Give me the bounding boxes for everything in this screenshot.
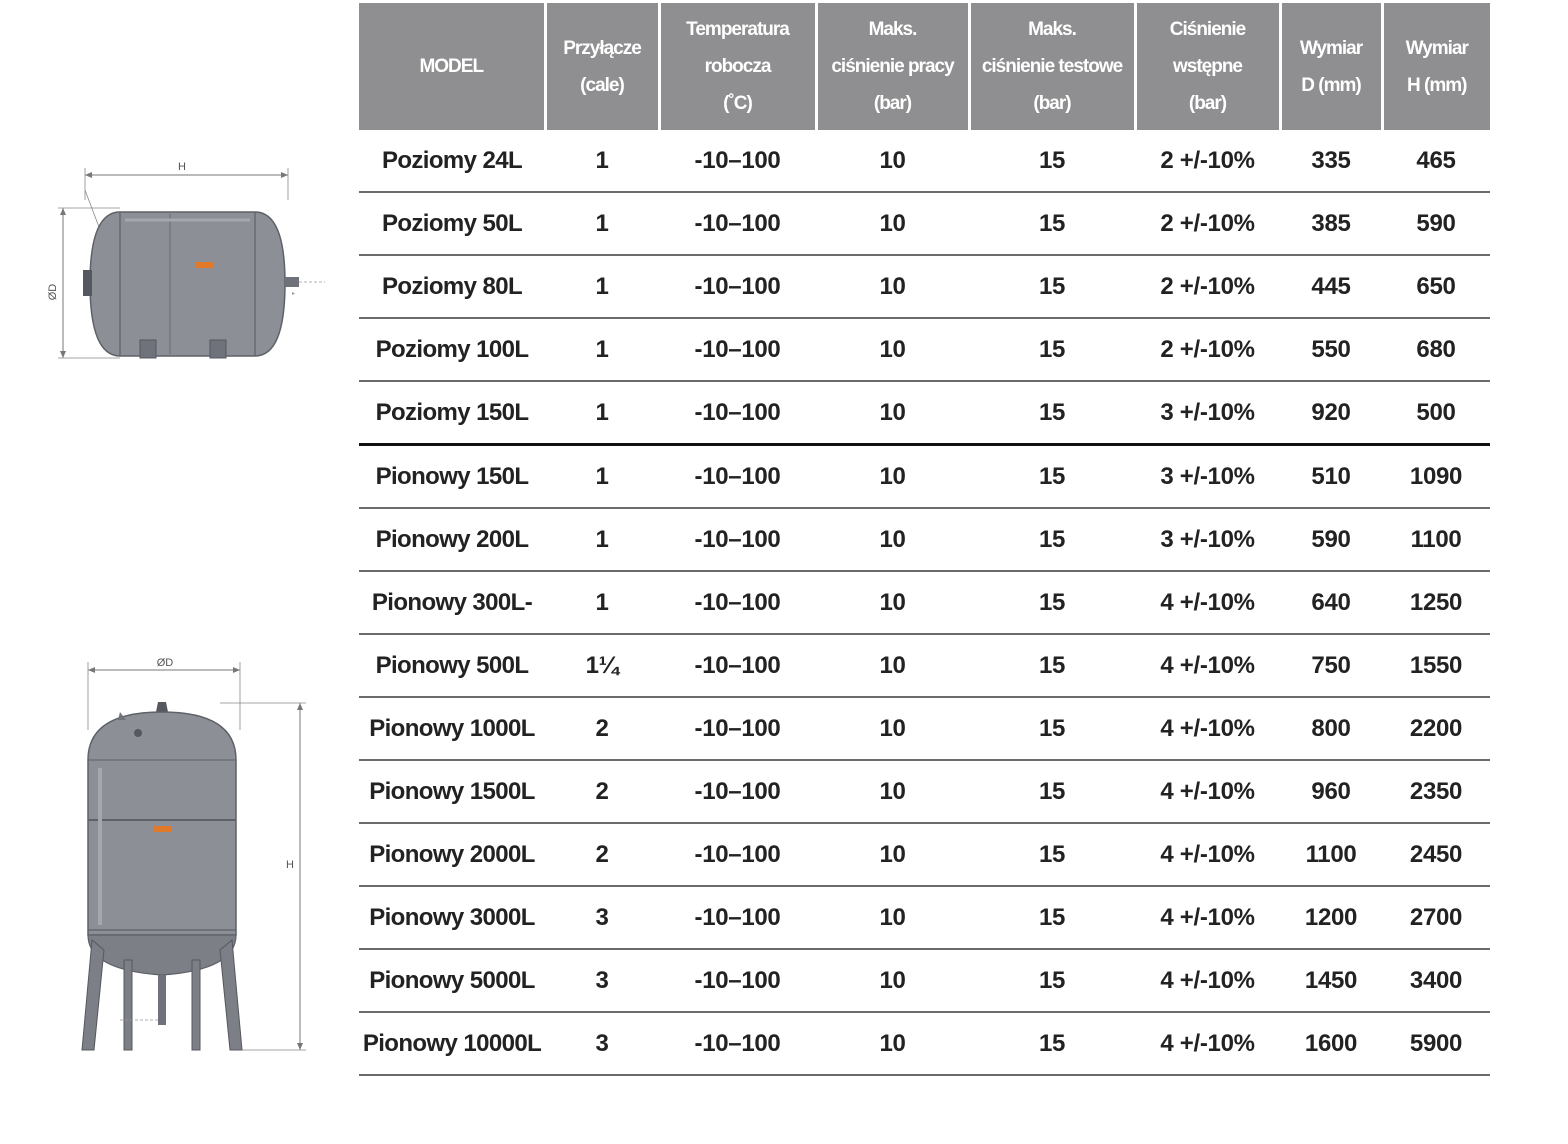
cell-pre-pressure: 2 +/-10% xyxy=(1135,318,1280,381)
table-row xyxy=(359,1012,1490,1075)
header-dim-d: Wymiar D (mm) xyxy=(1280,3,1382,130)
cell-max-working-pressure: 10 xyxy=(816,949,969,1012)
cell-model: Poziomy 100L xyxy=(359,318,545,381)
cell-model: Pionowy 1000L xyxy=(359,697,545,760)
header-max-working-pressure: Maks. ciśnienie pracy (bar) xyxy=(816,3,969,130)
diameter-dimension-label-vertical: ØD xyxy=(156,657,174,669)
cell-dim-d: 510 xyxy=(1280,445,1382,509)
cell-temperature: -10–100 xyxy=(659,508,816,571)
cell-dim-d: 1450 xyxy=(1280,949,1382,1012)
cell-temperature: -10–100 xyxy=(659,255,816,318)
cell-pre-pressure: 4 +/-10% xyxy=(1135,886,1280,949)
cell-max-test-pressure: 15 xyxy=(969,1012,1135,1075)
cell-temperature: -10–100 xyxy=(659,697,816,760)
cell-connection: 3 xyxy=(545,1012,659,1075)
cell-max-test-pressure: 15 xyxy=(969,886,1135,949)
cell-max-working-pressure: 10 xyxy=(816,1012,969,1075)
cell-model: Poziomy 150L xyxy=(359,381,545,445)
table-row xyxy=(359,697,1490,760)
cell-dim-d: 335 xyxy=(1280,130,1382,192)
cell-max-working-pressure: 10 xyxy=(816,192,969,255)
cell-temperature: -10–100 xyxy=(659,634,816,697)
cell-connection: 3 xyxy=(545,949,659,1012)
cell-dim-d: 1600 xyxy=(1280,1012,1382,1075)
cell-connection: 1¼ xyxy=(545,634,659,697)
cell-temperature: -10–100 xyxy=(659,445,816,509)
cell-connection: 1 xyxy=(545,571,659,634)
cell-max-test-pressure: 15 xyxy=(969,318,1135,381)
cell-pre-pressure: 4 +/-10% xyxy=(1135,949,1280,1012)
cell-max-test-pressure: 15 xyxy=(969,760,1135,823)
cell-model: Pionowy 10000L xyxy=(359,1012,545,1075)
cell-max-working-pressure: 10 xyxy=(816,318,969,381)
cell-temperature: -10–100 xyxy=(659,571,816,634)
cell-dim-h: 590 xyxy=(1382,192,1490,255)
cell-max-test-pressure: 15 xyxy=(969,508,1135,571)
table-row xyxy=(359,508,1490,571)
horizontal-tank-drawing xyxy=(30,150,340,380)
cell-dim-h: 1250 xyxy=(1382,571,1490,634)
cell-pre-pressure: 4 +/-10% xyxy=(1135,697,1280,760)
cell-max-test-pressure: 15 xyxy=(969,697,1135,760)
table-row xyxy=(359,445,1490,509)
table-row xyxy=(359,192,1490,255)
cell-temperature: -10–100 xyxy=(659,886,816,949)
header-max-test-pressure: Maks. ciśnienie testowe (bar) xyxy=(969,3,1135,130)
table-row xyxy=(359,949,1490,1012)
header-dim-h: Wymiar H (mm) xyxy=(1382,3,1490,130)
cell-dim-h: 465 xyxy=(1382,130,1490,192)
cell-dim-d: 550 xyxy=(1280,318,1382,381)
cell-connection: 2 xyxy=(545,697,659,760)
cell-dim-d: 590 xyxy=(1280,508,1382,571)
cell-pre-pressure: 2 +/-10% xyxy=(1135,192,1280,255)
cell-dim-h: 2450 xyxy=(1382,823,1490,886)
cell-temperature: -10–100 xyxy=(659,381,816,445)
cell-max-working-pressure: 10 xyxy=(816,634,969,697)
cell-dim-h: 1090 xyxy=(1382,445,1490,509)
cell-temperature: -10–100 xyxy=(659,192,816,255)
cell-max-test-pressure: 15 xyxy=(969,571,1135,634)
table-header xyxy=(359,3,1490,130)
cell-pre-pressure: 3 +/-10% xyxy=(1135,381,1280,445)
table-row xyxy=(359,130,1490,192)
vertical-tank-drawing xyxy=(60,640,330,1070)
width-dimension-label: H xyxy=(178,161,186,173)
cell-dim-h: 2700 xyxy=(1382,886,1490,949)
cell-temperature: -10–100 xyxy=(659,1012,816,1075)
cell-dim-h: 1100 xyxy=(1382,508,1490,571)
cell-model: Pionowy 3000L xyxy=(359,886,545,949)
header-temperature: Temperatura robocza (˚C) xyxy=(659,3,816,130)
cell-pre-pressure: 4 +/-10% xyxy=(1135,760,1280,823)
cell-max-test-pressure: 15 xyxy=(969,381,1135,445)
table-row xyxy=(359,823,1490,886)
cell-connection: 1 xyxy=(545,130,659,192)
cell-connection: 1 xyxy=(545,192,659,255)
cell-model: Pionowy 200L xyxy=(359,508,545,571)
cell-pre-pressure: 4 +/-10% xyxy=(1135,571,1280,634)
table-row xyxy=(359,634,1490,697)
cell-model: Pionowy 5000L xyxy=(359,949,545,1012)
cell-pre-pressure: 2 +/-10% xyxy=(1135,255,1280,318)
cell-temperature: -10–100 xyxy=(659,130,816,192)
cell-dim-h: 1550 xyxy=(1382,634,1490,697)
cell-dim-h: 2350 xyxy=(1382,760,1490,823)
cell-dim-h: 680 xyxy=(1382,318,1490,381)
cell-max-working-pressure: 10 xyxy=(816,760,969,823)
cell-max-working-pressure: 10 xyxy=(816,445,969,509)
cell-temperature: -10–100 xyxy=(659,823,816,886)
header-pre-pressure: Ciśnienie wstępne (bar) xyxy=(1135,3,1280,130)
cell-pre-pressure: 4 +/-10% xyxy=(1135,1012,1280,1075)
cell-temperature: -10–100 xyxy=(659,949,816,1012)
connection-mark: ▸ xyxy=(292,291,296,297)
cell-dim-d: 800 xyxy=(1280,697,1382,760)
height-dimension-label: H xyxy=(286,859,294,871)
cell-model: Poziomy 24L xyxy=(359,130,545,192)
table-row xyxy=(359,760,1490,823)
diameter-dimension-label: ØD xyxy=(47,283,59,301)
cell-dim-h: 3400 xyxy=(1382,949,1490,1012)
cell-max-test-pressure: 15 xyxy=(969,823,1135,886)
cell-model: Poziomy 80L xyxy=(359,255,545,318)
cell-dim-d: 445 xyxy=(1280,255,1382,318)
table-row xyxy=(359,571,1490,634)
cell-pre-pressure: 4 +/-10% xyxy=(1135,634,1280,697)
table-row xyxy=(359,255,1490,318)
cell-dim-d: 920 xyxy=(1280,381,1382,445)
cell-dim-d: 385 xyxy=(1280,192,1382,255)
header-connection: Przyłącze (cale) xyxy=(545,3,659,130)
cell-connection: 1 xyxy=(545,508,659,571)
cell-connection: 2 xyxy=(545,760,659,823)
cell-max-test-pressure: 15 xyxy=(969,255,1135,318)
cell-dim-d: 1200 xyxy=(1280,886,1382,949)
cell-model: Pionowy 300L- xyxy=(359,571,545,634)
cell-temperature: -10–100 xyxy=(659,760,816,823)
cell-max-working-pressure: 10 xyxy=(816,697,969,760)
cell-dim-h: 2200 xyxy=(1382,697,1490,760)
cell-max-working-pressure: 10 xyxy=(816,130,969,192)
cell-dim-d: 640 xyxy=(1280,571,1382,634)
cell-pre-pressure: 4 +/-10% xyxy=(1135,823,1280,886)
cell-model: Poziomy 50L xyxy=(359,192,545,255)
cell-dim-d: 1100 xyxy=(1280,823,1382,886)
cell-dim-d: 960 xyxy=(1280,760,1382,823)
cell-max-test-pressure: 15 xyxy=(969,445,1135,509)
cell-model: Pionowy 1500L xyxy=(359,760,545,823)
cell-max-working-pressure: 10 xyxy=(816,571,969,634)
cell-max-test-pressure: 15 xyxy=(969,634,1135,697)
cell-model: Pionowy 500L xyxy=(359,634,545,697)
cell-pre-pressure: 3 +/-10% xyxy=(1135,445,1280,509)
cell-model: Pionowy 150L xyxy=(359,445,545,509)
cell-connection: 3 xyxy=(545,886,659,949)
cell-max-working-pressure: 10 xyxy=(816,255,969,318)
spec-table xyxy=(359,3,1490,1076)
table-row xyxy=(359,318,1490,381)
cell-dim-h: 500 xyxy=(1382,381,1490,445)
header-model: MODEL xyxy=(359,3,545,130)
cell-connection: 1 xyxy=(545,255,659,318)
cell-max-working-pressure: 10 xyxy=(816,381,969,445)
table-row xyxy=(359,381,1490,445)
cell-connection: 1 xyxy=(545,445,659,509)
cell-dim-h: 650 xyxy=(1382,255,1490,318)
cell-max-working-pressure: 10 xyxy=(816,886,969,949)
cell-max-test-pressure: 15 xyxy=(969,130,1135,192)
cell-max-test-pressure: 15 xyxy=(969,949,1135,1012)
cell-dim-d: 750 xyxy=(1280,634,1382,697)
table-row xyxy=(359,886,1490,949)
cell-temperature: -10–100 xyxy=(659,318,816,381)
cell-pre-pressure: 2 +/-10% xyxy=(1135,130,1280,192)
cell-connection: 1 xyxy=(545,381,659,445)
cell-pre-pressure: 3 +/-10% xyxy=(1135,508,1280,571)
cell-model: Pionowy 2000L xyxy=(359,823,545,886)
cell-max-working-pressure: 10 xyxy=(816,508,969,571)
cell-max-test-pressure: 15 xyxy=(969,192,1135,255)
cell-connection: 2 xyxy=(545,823,659,886)
cell-connection: 1 xyxy=(545,318,659,381)
cell-dim-h: 5900 xyxy=(1382,1012,1490,1075)
cell-max-working-pressure: 10 xyxy=(816,823,969,886)
